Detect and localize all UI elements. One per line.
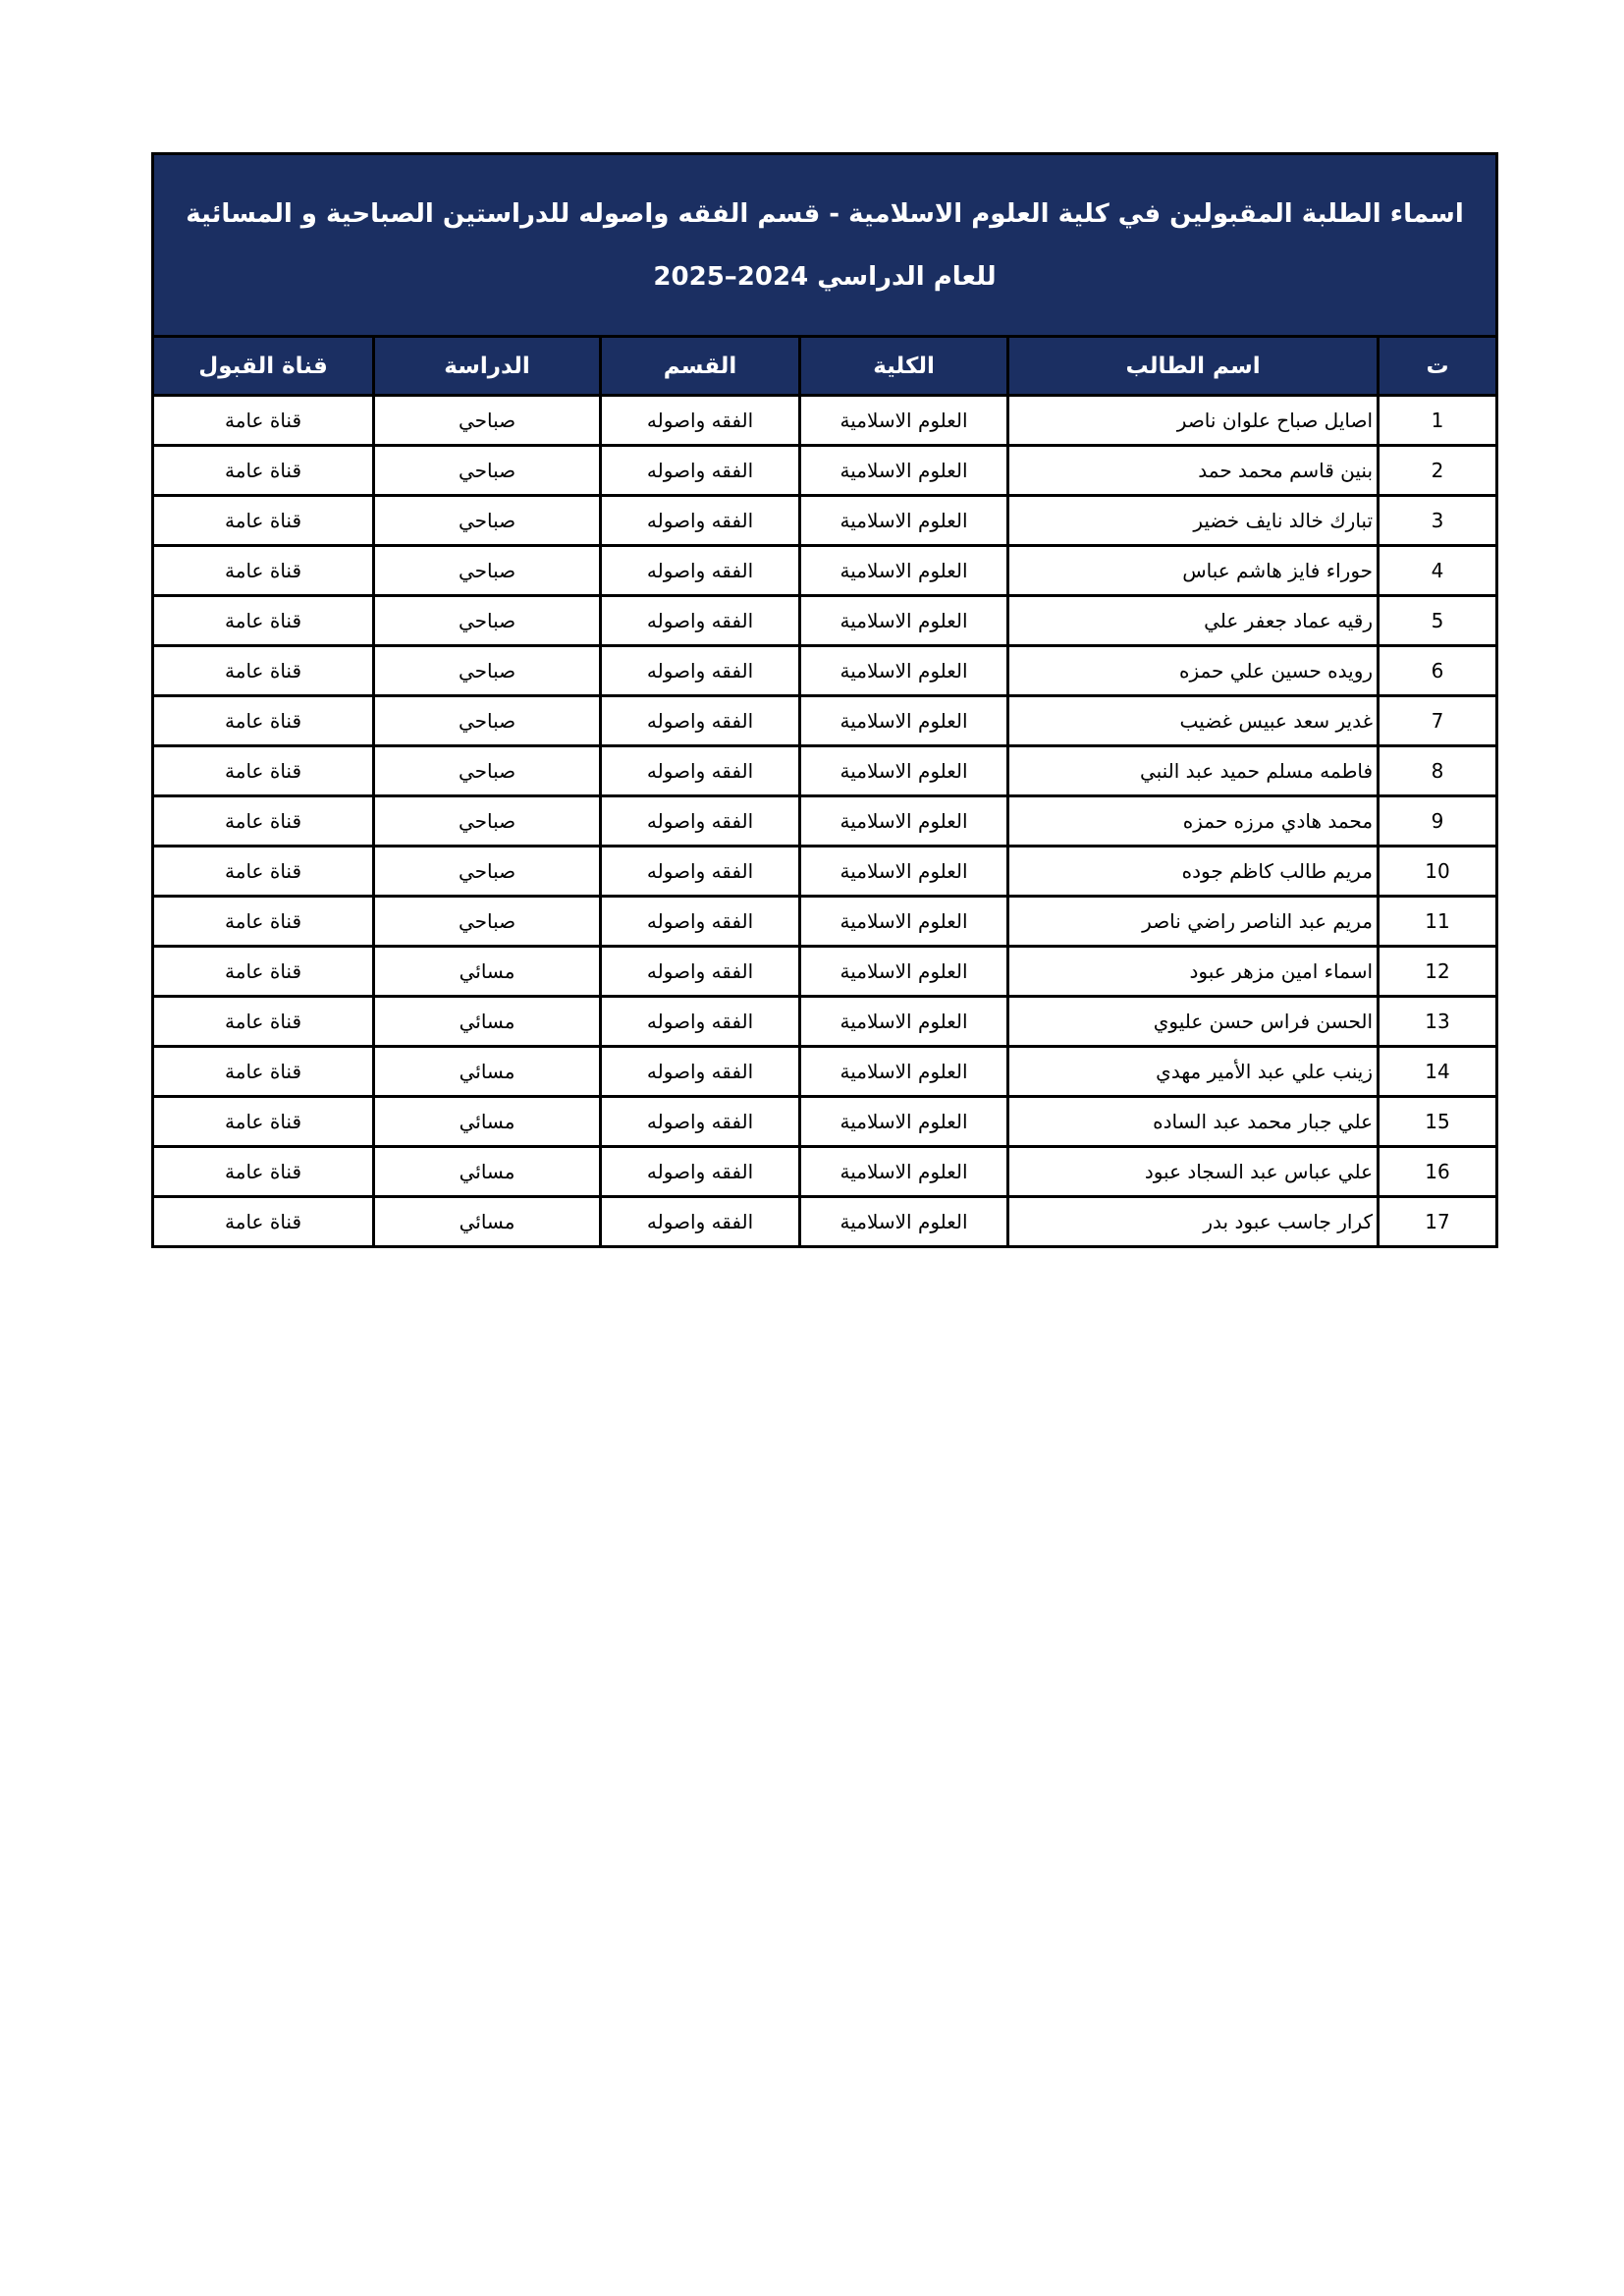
cell-admission-channel: قناة عامة (153, 1147, 374, 1197)
cell-department: الفقه واصوله (601, 897, 800, 947)
column-header-student-name: اسم الطالب (1008, 337, 1379, 396)
cell-student-name: الحسن فراس حسن عليوي (1008, 997, 1379, 1047)
cell-college: العلوم الاسلامية (800, 546, 1008, 596)
cell-department: الفقه واصوله (601, 1147, 800, 1197)
column-header-index: ت (1379, 337, 1497, 396)
table-title-line1: اسماء الطلبة المقبولين في كلية العلوم الاسلامية - قسم الفقه واصوله للدراستين الصباحية و المسائية (186, 198, 1464, 229)
cell-department: الفقه واصوله (601, 396, 800, 446)
cell-department: الفقه واصوله (601, 1097, 800, 1147)
cell-student-name: اسماء امين مزهر عبود (1008, 947, 1379, 997)
cell-admission-channel: قناة عامة (153, 847, 374, 897)
cell-college: العلوم الاسلامية (800, 847, 1008, 897)
cell-admission-channel: قناة عامة (153, 446, 374, 496)
header-row (153, 337, 1497, 396)
cell-admission-channel: قناة عامة (153, 696, 374, 746)
cell-student-name: اصايل صباح علوان ناصر (1008, 396, 1379, 446)
cell-index: 15 (1379, 1097, 1497, 1147)
cell-department: الفقه واصوله (601, 546, 800, 596)
cell-index: 4 (1379, 546, 1497, 596)
cell-student-name: زينب علي عبد الأمير مهدي (1008, 1047, 1379, 1097)
cell-department: الفقه واصوله (601, 696, 800, 746)
cell-college: العلوم الاسلامية (800, 897, 1008, 947)
cell-study: صباحي (374, 546, 601, 596)
table-row (153, 997, 1497, 1047)
cell-college: العلوم الاسلامية (800, 746, 1008, 796)
table-row (153, 396, 1497, 446)
cell-study: صباحي (374, 746, 601, 796)
table-row (153, 796, 1497, 847)
cell-study: مسائي (374, 1097, 601, 1147)
cell-study: صباحي (374, 496, 601, 546)
table-row (153, 596, 1497, 646)
cell-student-name: علي جبار محمد عبد الساده (1008, 1097, 1379, 1147)
cell-admission-channel: قناة عامة (153, 746, 374, 796)
table-title (153, 154, 1497, 337)
cell-study: صباحي (374, 646, 601, 696)
table-row (153, 546, 1497, 596)
cell-department: الفقه واصوله (601, 847, 800, 897)
cell-student-name: محمد هادي مرزه حمزه (1008, 796, 1379, 847)
cell-student-name: غدير سعد عبيس غضيب (1008, 696, 1379, 746)
cell-department: الفقه واصوله (601, 997, 800, 1047)
cell-student-name: رقيه عماد جعفر علي (1008, 596, 1379, 646)
cell-department: الفقه واصوله (601, 446, 800, 496)
table-row (153, 696, 1497, 746)
cell-admission-channel: قناة عامة (153, 1097, 374, 1147)
cell-admission-channel: قناة عامة (153, 646, 374, 696)
cell-college: العلوم الاسلامية (800, 646, 1008, 696)
cell-index: 13 (1379, 997, 1497, 1047)
cell-index: 12 (1379, 947, 1497, 997)
cell-study: صباحي (374, 796, 601, 847)
cell-college: العلوم الاسلامية (800, 496, 1008, 546)
cell-admission-channel: قناة عامة (153, 1047, 374, 1097)
cell-admission-channel: قناة عامة (153, 496, 374, 546)
cell-index: 17 (1379, 1197, 1497, 1247)
cell-admission-channel: قناة عامة (153, 897, 374, 947)
table-row (153, 1147, 1497, 1197)
cell-college: العلوم الاسلامية (800, 396, 1008, 446)
column-header-department: القسم (601, 337, 800, 396)
cell-student-name: بنين قاسم محمد حمد (1008, 446, 1379, 496)
table-row (153, 847, 1497, 897)
cell-student-name: رويده حسين علي حمزه (1008, 646, 1379, 696)
cell-student-name: مريم عبد الناصر راضي ناصر (1008, 897, 1379, 947)
cell-index: 7 (1379, 696, 1497, 746)
cell-college: العلوم الاسلامية (800, 1097, 1008, 1147)
cell-student-name: كرار جاسب عبود بدر (1008, 1197, 1379, 1247)
cell-admission-channel: قناة عامة (153, 546, 374, 596)
cell-study: صباحي (374, 696, 601, 746)
table-row (153, 947, 1497, 997)
cell-student-name: علي عباس عبد السجاد عبود (1008, 1147, 1379, 1197)
table-row (153, 646, 1497, 696)
table-row (153, 1197, 1497, 1247)
cell-department: الفقه واصوله (601, 1047, 800, 1097)
cell-student-name: مريم طالب كاظم جوده (1008, 847, 1379, 897)
table-row (153, 746, 1497, 796)
cell-department: الفقه واصوله (601, 796, 800, 847)
column-header-study: الدراسة (374, 337, 601, 396)
cell-admission-channel: قناة عامة (153, 1197, 374, 1247)
cell-index: 5 (1379, 596, 1497, 646)
cell-index: 9 (1379, 796, 1497, 847)
cell-department: الفقه واصوله (601, 596, 800, 646)
cell-department: الفقه واصوله (601, 947, 800, 997)
cell-study: مسائي (374, 997, 601, 1047)
cell-college: العلوم الاسلامية (800, 997, 1008, 1047)
cell-index: 3 (1379, 496, 1497, 546)
cell-study: صباحي (374, 396, 601, 446)
table-row (153, 496, 1497, 546)
cell-college: العلوم الاسلامية (800, 446, 1008, 496)
cell-study: مسائي (374, 1047, 601, 1097)
cell-student-name: حوراء فايز هاشم عباس (1008, 546, 1379, 596)
cell-study: مسائي (374, 947, 601, 997)
cell-index: 16 (1379, 1147, 1497, 1197)
table-row (153, 1097, 1497, 1147)
cell-college: العلوم الاسلامية (800, 796, 1008, 847)
cell-college: العلوم الاسلامية (800, 596, 1008, 646)
column-header-college: الكلية (800, 337, 1008, 396)
cell-study: صباحي (374, 596, 601, 646)
cell-admission-channel: قناة عامة (153, 596, 374, 646)
cell-index: 10 (1379, 847, 1497, 897)
cell-department: الفقه واصوله (601, 496, 800, 546)
cell-student-name: فاطمه مسلم حميد عبد النبي (1008, 746, 1379, 796)
title-row (153, 154, 1497, 337)
cell-college: العلوم الاسلامية (800, 1047, 1008, 1097)
cell-index: 1 (1379, 396, 1497, 446)
cell-study: مسائي (374, 1147, 601, 1197)
cell-study: مسائي (374, 1197, 601, 1247)
cell-department: الفقه واصوله (601, 746, 800, 796)
cell-admission-channel: قناة عامة (153, 796, 374, 847)
cell-index: 6 (1379, 646, 1497, 696)
cell-college: العلوم الاسلامية (800, 947, 1008, 997)
cell-college: العلوم الاسلامية (800, 696, 1008, 746)
cell-college: العلوم الاسلامية (800, 1197, 1008, 1247)
table-row (153, 897, 1497, 947)
table-row (153, 1047, 1497, 1097)
column-header-admission-channel: قناة القبول (153, 337, 374, 396)
cell-department: الفقه واصوله (601, 1197, 800, 1247)
cell-study: صباحي (374, 446, 601, 496)
cell-index: 2 (1379, 446, 1497, 496)
cell-study: صباحي (374, 897, 601, 947)
cell-department: الفقه واصوله (601, 646, 800, 696)
table-row (153, 446, 1497, 496)
table-title-line2: للعام الدراسي 2024–2025 (653, 261, 997, 292)
cell-admission-channel: قناة عامة (153, 947, 374, 997)
cell-index: 11 (1379, 897, 1497, 947)
cell-study: صباحي (374, 847, 601, 897)
cell-admission-channel: قناة عامة (153, 997, 374, 1047)
students-table (151, 152, 1498, 1248)
cell-student-name: تبارك خالد نايف خضير (1008, 496, 1379, 546)
cell-index: 8 (1379, 746, 1497, 796)
cell-index: 14 (1379, 1047, 1497, 1097)
cell-college: العلوم الاسلامية (800, 1147, 1008, 1197)
cell-admission-channel: قناة عامة (153, 396, 374, 446)
